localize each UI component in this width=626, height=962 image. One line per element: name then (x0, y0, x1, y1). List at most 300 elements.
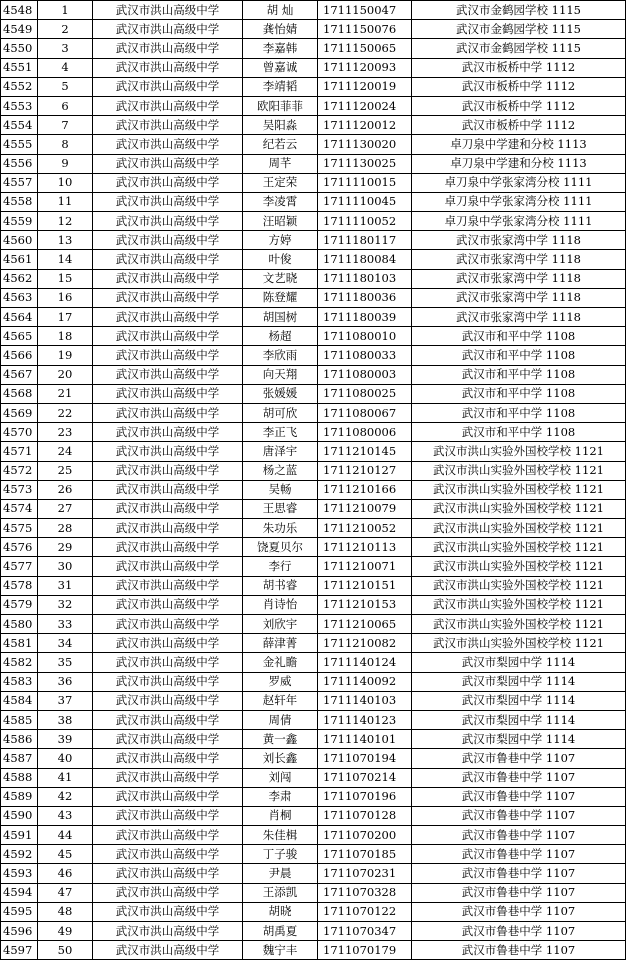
admitted-school-cell: 武汉市洪山高级中学 (93, 499, 243, 518)
admitted-school-cell: 武汉市洪山高级中学 (93, 403, 243, 422)
origin-school-cell: 武汉市鲁巷中学 1107 (412, 768, 626, 787)
table-row (1, 883, 626, 902)
sequence-cell: 27 (38, 499, 93, 518)
table-row (1, 480, 626, 499)
sequence-cell: 39 (38, 730, 93, 749)
sequence-cell: 10 (38, 173, 93, 192)
origin-school-cell: 武汉市洪山实验外国校学校 1121 (412, 634, 626, 653)
student-id-cell: 1711210082 (318, 634, 412, 653)
row-number-cell: 4585 (1, 710, 38, 729)
origin-school-cell: 武汉市和平中学 1108 (412, 384, 626, 403)
student-id-cell: 1711210127 (318, 461, 412, 480)
admitted-school-cell: 武汉市洪山高级中学 (93, 634, 243, 653)
admitted-school-cell: 武汉市洪山高级中学 (93, 653, 243, 672)
origin-school-cell: 武汉市梨园中学 1114 (412, 691, 626, 710)
table-row (1, 96, 626, 115)
student-name-cell: 李行 (243, 557, 318, 576)
sequence-cell: 23 (38, 423, 93, 442)
student-name-cell: 陈登耀 (243, 288, 318, 307)
admitted-school-cell: 武汉市洪山高级中学 (93, 346, 243, 365)
row-number-cell: 4560 (1, 231, 38, 250)
origin-school-cell: 武汉市洪山实验外国校学校 1121 (412, 557, 626, 576)
student-name-cell: 胡可欣 (243, 403, 318, 422)
table-row (1, 864, 626, 883)
sequence-cell: 19 (38, 346, 93, 365)
admitted-school-cell: 武汉市洪山高级中学 (93, 20, 243, 39)
admitted-school-cell: 武汉市洪山高级中学 (93, 883, 243, 902)
sequence-cell: 17 (38, 308, 93, 327)
student-id-cell: 1711070200 (318, 826, 412, 845)
row-number-cell: 4583 (1, 672, 38, 691)
table-row (1, 135, 626, 154)
table-row (1, 941, 626, 960)
student-name-cell: 肖桐 (243, 806, 318, 825)
table-row (1, 20, 626, 39)
sequence-cell: 21 (38, 384, 93, 403)
table-row (1, 58, 626, 77)
admitted-school-cell: 武汉市洪山高级中学 (93, 1, 243, 20)
row-number-cell: 4576 (1, 538, 38, 557)
admitted-school-cell: 武汉市洪山高级中学 (93, 691, 243, 710)
row-number-cell: 4571 (1, 442, 38, 461)
student-id-cell: 1711120093 (318, 58, 412, 77)
admitted-school-cell: 武汉市洪山高级中学 (93, 327, 243, 346)
table-row (1, 231, 626, 250)
row-number-cell: 4558 (1, 192, 38, 211)
table-row (1, 308, 626, 327)
table-row (1, 461, 626, 480)
row-number-cell: 4549 (1, 20, 38, 39)
admitted-school-cell: 武汉市洪山高级中学 (93, 288, 243, 307)
admitted-school-cell: 武汉市洪山高级中学 (93, 826, 243, 845)
admitted-school-cell: 武汉市洪山高级中学 (93, 39, 243, 58)
admitted-school-cell: 武汉市洪山高级中学 (93, 672, 243, 691)
table-row (1, 39, 626, 58)
origin-school-cell: 武汉市鲁巷中学 1107 (412, 826, 626, 845)
origin-school-cell: 武汉市梨园中学 1114 (412, 730, 626, 749)
origin-school-cell: 武汉市板桥中学 1112 (412, 77, 626, 96)
origin-school-cell: 武汉市鲁巷中学 1107 (412, 922, 626, 941)
student-id-cell: 1711120024 (318, 96, 412, 115)
origin-school-cell: 武汉市洪山实验外国校学校 1121 (412, 595, 626, 614)
origin-school-cell: 武汉市和平中学 1108 (412, 327, 626, 346)
origin-school-cell: 武汉市梨园中学 1114 (412, 710, 626, 729)
student-name-cell: 文艺晓 (243, 269, 318, 288)
admitted-school-cell: 武汉市洪山高级中学 (93, 58, 243, 77)
admitted-school-cell: 武汉市洪山高级中学 (93, 615, 243, 634)
admitted-school-cell: 武汉市洪山高级中学 (93, 442, 243, 461)
admitted-school-cell: 武汉市洪山高级中学 (93, 423, 243, 442)
row-number-cell: 4562 (1, 269, 38, 288)
student-id-cell: 1711080033 (318, 346, 412, 365)
student-name-cell: 汪昭颖 (243, 212, 318, 231)
origin-school-cell: 武汉市鲁巷中学 1107 (412, 864, 626, 883)
sequence-cell: 11 (38, 192, 93, 211)
admitted-school-cell: 武汉市洪山高级中学 (93, 173, 243, 192)
row-number-cell: 4584 (1, 691, 38, 710)
sequence-cell: 41 (38, 768, 93, 787)
row-number-cell: 4579 (1, 595, 38, 614)
sequence-cell: 29 (38, 538, 93, 557)
student-name-cell: 饶夏贝尔 (243, 538, 318, 557)
student-id-cell: 1711080006 (318, 423, 412, 442)
admitted-school-cell: 武汉市洪山高级中学 (93, 192, 243, 211)
student-name-cell: 唐泽宇 (243, 442, 318, 461)
student-name-cell: 肖诗怡 (243, 595, 318, 614)
student-name-cell: 王添凯 (243, 883, 318, 902)
sequence-cell: 15 (38, 269, 93, 288)
student-name-cell: 胡晓 (243, 902, 318, 921)
admitted-school-cell: 武汉市洪山高级中学 (93, 250, 243, 269)
student-id-cell: 1711140124 (318, 653, 412, 672)
table-row (1, 576, 626, 595)
row-number-cell: 4577 (1, 557, 38, 576)
student-name-cell: 龚怡婧 (243, 20, 318, 39)
origin-school-cell: 武汉市金鹤园学校 1115 (412, 39, 626, 58)
student-name-cell: 杨超 (243, 327, 318, 346)
student-name-cell: 李肃 (243, 787, 318, 806)
student-name-cell: 丁子骏 (243, 845, 318, 864)
admitted-school-cell: 武汉市洪山高级中学 (93, 212, 243, 231)
student-name-cell: 金礼瞻 (243, 653, 318, 672)
sequence-cell: 34 (38, 634, 93, 653)
table-row (1, 749, 626, 768)
table-row (1, 653, 626, 672)
table-row (1, 806, 626, 825)
table-row (1, 519, 626, 538)
sequence-cell: 3 (38, 39, 93, 58)
origin-school-cell: 武汉市张家湾中学 1118 (412, 250, 626, 269)
student-name-cell: 赵轩年 (243, 691, 318, 710)
student-id-cell: 1711210079 (318, 499, 412, 518)
table-row (1, 595, 626, 614)
origin-school-cell: 武汉市和平中学 1108 (412, 346, 626, 365)
student-name-cell: 魏宁丰 (243, 941, 318, 960)
student-id-cell: 1711210145 (318, 442, 412, 461)
admitted-school-cell: 武汉市洪山高级中学 (93, 845, 243, 864)
row-number-cell: 4557 (1, 173, 38, 192)
table-row (1, 365, 626, 384)
origin-school-cell: 武汉市和平中学 1108 (412, 365, 626, 384)
origin-school-cell: 武汉市板桥中学 1112 (412, 96, 626, 115)
student-name-cell: 朱佳楫 (243, 826, 318, 845)
admitted-school-cell: 武汉市洪山高级中学 (93, 749, 243, 768)
origin-school-cell: 武汉市张家湾中学 1118 (412, 308, 626, 327)
student-id-cell: 1711070328 (318, 883, 412, 902)
sequence-cell: 47 (38, 883, 93, 902)
table-row (1, 634, 626, 653)
admitted-school-cell: 武汉市洪山高级中学 (93, 941, 243, 960)
student-id-cell: 1711210151 (318, 576, 412, 595)
student-name-cell: 王定荣 (243, 173, 318, 192)
row-number-cell: 4589 (1, 787, 38, 806)
sequence-cell: 38 (38, 710, 93, 729)
row-number-cell: 4582 (1, 653, 38, 672)
table-row (1, 384, 626, 403)
sequence-cell: 12 (38, 212, 93, 231)
sequence-cell: 25 (38, 461, 93, 480)
origin-school-cell: 武汉市张家湾中学 1118 (412, 269, 626, 288)
student-name-cell: 朱功乐 (243, 519, 318, 538)
student-id-cell: 1711080010 (318, 327, 412, 346)
origin-school-cell: 武汉市洪山实验外国校学校 1121 (412, 519, 626, 538)
student-name-cell: 周倩 (243, 710, 318, 729)
table-row (1, 710, 626, 729)
row-number-cell: 4581 (1, 634, 38, 653)
row-number-cell: 4567 (1, 365, 38, 384)
origin-school-cell: 武汉市鲁巷中学 1107 (412, 806, 626, 825)
student-id-cell: 1711070128 (318, 806, 412, 825)
row-number-cell: 4575 (1, 519, 38, 538)
admitted-school-cell: 武汉市洪山高级中学 (93, 384, 243, 403)
student-id-cell: 1711210071 (318, 557, 412, 576)
student-id-cell: 1711110052 (318, 212, 412, 231)
origin-school-cell: 武汉市鲁巷中学 1107 (412, 749, 626, 768)
sequence-cell: 18 (38, 327, 93, 346)
student-name-cell: 刘欣宇 (243, 615, 318, 634)
row-number-cell: 4556 (1, 154, 38, 173)
row-number-cell: 4555 (1, 135, 38, 154)
row-number-cell: 4564 (1, 308, 38, 327)
student-name-cell: 李正飞 (243, 423, 318, 442)
student-name-cell: 黄一鑫 (243, 730, 318, 749)
row-number-cell: 4587 (1, 749, 38, 768)
table-row (1, 212, 626, 231)
table-row (1, 288, 626, 307)
sequence-cell: 32 (38, 595, 93, 614)
origin-school-cell: 武汉市鲁巷中学 1107 (412, 883, 626, 902)
table-row (1, 538, 626, 557)
admitted-school-cell: 武汉市洪山高级中学 (93, 96, 243, 115)
student-id-cell: 1711120012 (318, 116, 412, 135)
row-number-cell: 4592 (1, 845, 38, 864)
admitted-school-cell: 武汉市洪山高级中学 (93, 864, 243, 883)
origin-school-cell: 卓刀泉中学建和分校 1113 (412, 154, 626, 173)
student-id-cell: 1711180036 (318, 288, 412, 307)
table-row (1, 192, 626, 211)
admitted-school-cell: 武汉市洪山高级中学 (93, 730, 243, 749)
origin-school-cell: 武汉市洪山实验外国校学校 1121 (412, 576, 626, 595)
student-id-cell: 1711120019 (318, 77, 412, 96)
admitted-school-cell: 武汉市洪山高级中学 (93, 154, 243, 173)
sequence-cell: 44 (38, 826, 93, 845)
student-id-cell: 1711080003 (318, 365, 412, 384)
admitted-school-cell: 武汉市洪山高级中学 (93, 595, 243, 614)
row-number-cell: 4572 (1, 461, 38, 480)
student-name-cell: 张媛媛 (243, 384, 318, 403)
admitted-school-cell: 武汉市洪山高级中学 (93, 768, 243, 787)
row-number-cell: 4550 (1, 39, 38, 58)
row-number-cell: 4563 (1, 288, 38, 307)
student-name-cell: 李嘉韩 (243, 39, 318, 58)
sequence-cell: 50 (38, 941, 93, 960)
row-number-cell: 4590 (1, 806, 38, 825)
sequence-cell: 37 (38, 691, 93, 710)
origin-school-cell: 卓刀泉中学张家湾分校 1111 (412, 212, 626, 231)
sequence-cell: 33 (38, 615, 93, 634)
sequence-cell: 7 (38, 116, 93, 135)
student-name-cell: 叶俊 (243, 250, 318, 269)
origin-school-cell: 武汉市洪山实验外国校学校 1121 (412, 480, 626, 499)
student-name-cell: 刘闯 (243, 768, 318, 787)
student-id-cell: 1711180084 (318, 250, 412, 269)
sequence-cell: 20 (38, 365, 93, 384)
origin-school-cell: 武汉市张家湾中学 1118 (412, 231, 626, 250)
student-name-cell: 罗威 (243, 672, 318, 691)
student-name-cell: 胡国树 (243, 308, 318, 327)
origin-school-cell: 武汉市板桥中学 1112 (412, 116, 626, 135)
student-name-cell: 王思睿 (243, 499, 318, 518)
sequence-cell: 1 (38, 1, 93, 20)
table-row (1, 691, 626, 710)
table-row (1, 672, 626, 691)
table-row (1, 787, 626, 806)
sequence-cell: 48 (38, 902, 93, 921)
student-name-cell: 欧阳菲菲 (243, 96, 318, 115)
admitted-school-cell: 武汉市洪山高级中学 (93, 135, 243, 154)
row-number-cell: 4553 (1, 96, 38, 115)
origin-school-cell: 武汉市鲁巷中学 1107 (412, 902, 626, 921)
row-number-cell: 4588 (1, 768, 38, 787)
row-number-cell: 4569 (1, 403, 38, 422)
table-row (1, 327, 626, 346)
table-row (1, 499, 626, 518)
row-number-cell: 4566 (1, 346, 38, 365)
student-name-cell: 向天翔 (243, 365, 318, 384)
table-row (1, 77, 626, 96)
student-name-cell: 李靖韬 (243, 77, 318, 96)
student-name-cell: 吴畅 (243, 480, 318, 499)
student-id-cell: 1711210052 (318, 519, 412, 538)
admitted-school-cell: 武汉市洪山高级中学 (93, 538, 243, 557)
origin-school-cell: 武汉市梨园中学 1114 (412, 672, 626, 691)
origin-school-cell: 武汉市金鹤园学校 1115 (412, 1, 626, 20)
sequence-cell: 5 (38, 77, 93, 96)
admitted-school-cell: 武汉市洪山高级中学 (93, 480, 243, 499)
table-row (1, 423, 626, 442)
admitted-school-cell: 武汉市洪山高级中学 (93, 902, 243, 921)
sequence-cell: 28 (38, 519, 93, 538)
origin-school-cell: 武汉市洪山实验外国校学校 1121 (412, 442, 626, 461)
student-name-cell: 吴阳淼 (243, 116, 318, 135)
sequence-cell: 8 (38, 135, 93, 154)
table-row (1, 768, 626, 787)
row-number-cell: 4573 (1, 480, 38, 499)
sequence-cell: 24 (38, 442, 93, 461)
row-number-cell: 4586 (1, 730, 38, 749)
row-number-cell: 4574 (1, 499, 38, 518)
student-id-cell: 1711150076 (318, 20, 412, 39)
origin-school-cell: 武汉市和平中学 1108 (412, 403, 626, 422)
sequence-cell: 14 (38, 250, 93, 269)
origin-school-cell: 武汉市鲁巷中学 1107 (412, 845, 626, 864)
origin-school-cell: 武汉市和平中学 1108 (412, 423, 626, 442)
table-row (1, 250, 626, 269)
sequence-cell: 26 (38, 480, 93, 499)
student-name-cell: 方婷 (243, 231, 318, 250)
sequence-cell: 35 (38, 653, 93, 672)
sequence-cell: 30 (38, 557, 93, 576)
admitted-school-cell: 武汉市洪山高级中学 (93, 922, 243, 941)
table-row (1, 154, 626, 173)
origin-school-cell: 武汉市洪山实验外国校学校 1121 (412, 615, 626, 634)
student-id-cell: 1711150065 (318, 39, 412, 58)
student-id-cell: 1711080067 (318, 403, 412, 422)
student-id-cell: 1711210153 (318, 595, 412, 614)
sequence-cell: 4 (38, 58, 93, 77)
student-id-cell: 1711210065 (318, 615, 412, 634)
table-row (1, 1, 626, 20)
student-id-cell: 1711080025 (318, 384, 412, 403)
table-row (1, 346, 626, 365)
row-number-cell: 4565 (1, 327, 38, 346)
sequence-cell: 45 (38, 845, 93, 864)
student-name-cell: 胡禹夏 (243, 922, 318, 941)
row-number-cell: 4595 (1, 902, 38, 921)
student-id-cell: 1711110045 (318, 192, 412, 211)
sequence-cell: 31 (38, 576, 93, 595)
row-number-cell: 4593 (1, 864, 38, 883)
sequence-cell: 42 (38, 787, 93, 806)
student-id-cell: 1711140101 (318, 730, 412, 749)
row-number-cell: 4554 (1, 116, 38, 135)
student-name-cell: 薛津菁 (243, 634, 318, 653)
row-number-cell: 4548 (1, 1, 38, 20)
student-name-cell: 胡书睿 (243, 576, 318, 595)
row-number-cell: 4552 (1, 77, 38, 96)
admitted-school-cell: 武汉市洪山高级中学 (93, 519, 243, 538)
origin-school-cell: 卓刀泉中学张家湾分校 1111 (412, 192, 626, 211)
student-id-cell: 1711070122 (318, 902, 412, 921)
row-number-cell: 4596 (1, 922, 38, 941)
admitted-school-cell: 武汉市洪山高级中学 (93, 576, 243, 595)
student-name-cell: 杨之蓝 (243, 461, 318, 480)
admitted-school-cell: 武汉市洪山高级中学 (93, 806, 243, 825)
student-name-cell: 周芊 (243, 154, 318, 173)
student-id-cell: 1711180039 (318, 308, 412, 327)
student-name-cell: 曾嘉诚 (243, 58, 318, 77)
table-row (1, 845, 626, 864)
student-name-cell: 刘长鑫 (243, 749, 318, 768)
row-number-cell: 4551 (1, 58, 38, 77)
origin-school-cell: 武汉市金鹤园学校 1115 (412, 20, 626, 39)
sequence-cell: 43 (38, 806, 93, 825)
origin-school-cell: 武汉市洪山实验外国校学校 1121 (412, 461, 626, 480)
admitted-school-cell: 武汉市洪山高级中学 (93, 365, 243, 384)
row-number-cell: 4580 (1, 615, 38, 634)
origin-school-cell: 武汉市鲁巷中学 1107 (412, 787, 626, 806)
student-id-cell: 1711140103 (318, 691, 412, 710)
admitted-school-cell: 武汉市洪山高级中学 (93, 710, 243, 729)
sequence-cell: 13 (38, 231, 93, 250)
origin-school-cell: 武汉市张家湾中学 1118 (412, 288, 626, 307)
student-id-cell: 1711150047 (318, 1, 412, 20)
table-row (1, 269, 626, 288)
row-number-cell: 4568 (1, 384, 38, 403)
student-id-cell: 1711180103 (318, 269, 412, 288)
row-number-cell: 4559 (1, 212, 38, 231)
student-id-cell: 1711070194 (318, 749, 412, 768)
sequence-cell: 49 (38, 922, 93, 941)
row-number-cell: 4597 (1, 941, 38, 960)
admitted-school-cell: 武汉市洪山高级中学 (93, 77, 243, 96)
admitted-school-cell: 武汉市洪山高级中学 (93, 461, 243, 480)
student-id-cell: 1711070214 (318, 768, 412, 787)
student-id-cell: 1711070196 (318, 787, 412, 806)
student-id-cell: 1711210113 (318, 538, 412, 557)
admitted-school-cell: 武汉市洪山高级中学 (93, 308, 243, 327)
student-id-cell: 1711070347 (318, 922, 412, 941)
